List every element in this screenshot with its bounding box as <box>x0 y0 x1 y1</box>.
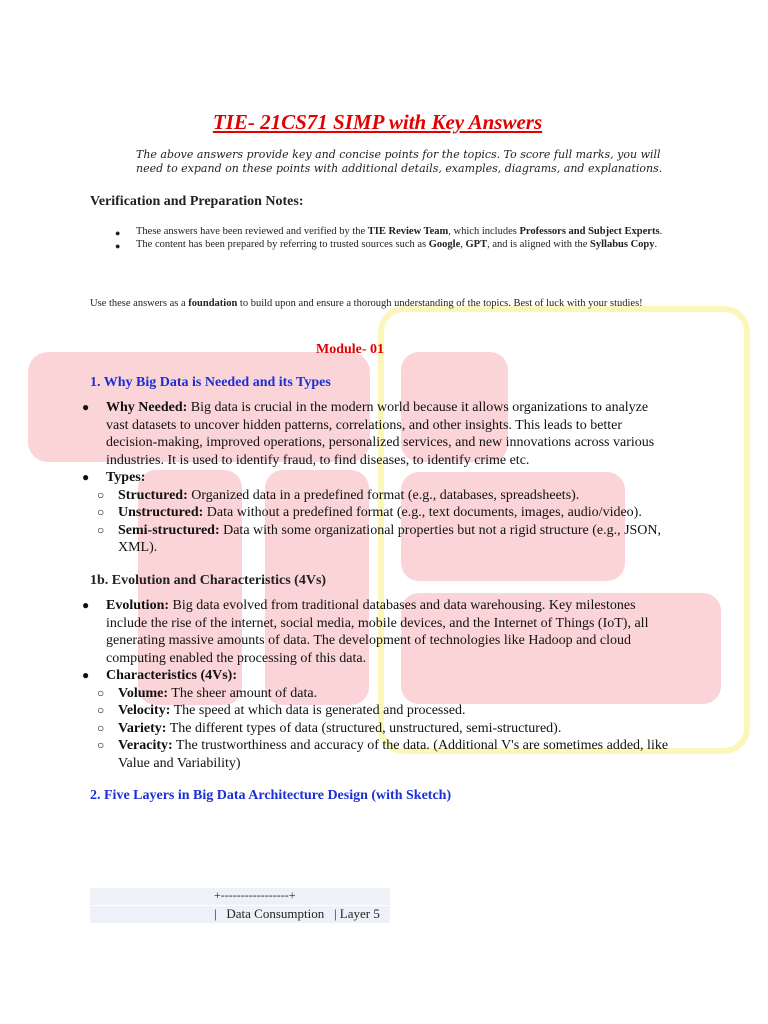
notes-bold: TIE Review Team <box>367 226 449 237</box>
notes-bold: Syllabus Copy <box>590 238 655 250</box>
sub-list <box>97 487 672 557</box>
closing-paragraph <box>90 297 660 310</box>
sub-list <box>97 685 678 773</box>
list-item <box>82 469 672 487</box>
notes-text: The content has been prepared by referring to trusted sources such as <box>136 238 429 250</box>
item-label: Why Needed: <box>106 400 188 415</box>
circle-bullet-icon: ○ <box>97 505 105 519</box>
section-heading: 1. Why Big Data is Needed and its Types <box>90 375 331 390</box>
notes-list <box>115 226 675 251</box>
sub-list-item <box>97 685 678 703</box>
sketch-layer-label: | Data Consumption | Layer 5 <box>214 906 380 921</box>
notes-bold: GPT <box>465 238 488 250</box>
item-text: The trustworthiness and accuracy of the data. (Additional V's are sometimes added, like Value and Variability) <box>118 738 669 771</box>
bullet-icon: ● <box>82 598 90 612</box>
circle-bullet-icon: ○ <box>97 703 105 717</box>
circle-bullet-icon: ○ <box>97 487 105 502</box>
notes-text: . <box>654 238 658 250</box>
item-label: Characteristics (4Vs): <box>106 668 238 683</box>
notes-item <box>115 239 675 252</box>
list-item <box>82 667 678 685</box>
item-text: Organized data in a predefined format (e.g., databases, spreadsheets). <box>187 487 580 503</box>
closing-text: to build upon and ensure a thorough understanding of the topics. Best of luck with your studies! <box>237 298 643 309</box>
circle-bullet-icon: ○ <box>97 685 105 700</box>
notes-text: . <box>659 226 663 237</box>
intro-paragraph: The above answers provide key and concise points for the topics. To score full marks, you will need to expand on these points with additional details, examples, diagrams, and explanations. <box>136 148 663 175</box>
item-label: Semi-structured: <box>118 522 220 538</box>
closing-text: Use these answers as a <box>90 298 189 309</box>
circle-bullet-icon: ○ <box>97 522 105 537</box>
item-label: Evolution: <box>106 598 170 613</box>
notes-bold: Professors and Subject Experts <box>519 226 660 237</box>
list-item <box>82 399 672 469</box>
bullet-icon: ● <box>82 668 90 682</box>
notes-heading: Verification and Preparation Notes: <box>90 194 304 209</box>
circle-bullet-icon: ○ <box>97 720 105 735</box>
section1b-bullets <box>82 597 678 772</box>
notes-text: These answers have been reviewed and verified by the <box>136 226 368 237</box>
item-label: Volume: <box>118 685 169 701</box>
item-text: Big data evolved from traditional databases and data warehousing. Key milestones include the rise of the internet, social media, mobile devices, and the Internet of Things (IoT), all generating massive amounts of data. The development of technologies like Hadoop and cloud computing enabled the processing of this data. <box>106 598 649 666</box>
item-text: The different types of data (structured, unstructured, semi-structured). <box>166 720 562 736</box>
item-text: Big data is crucial in the modern world because it allows organizations to analyze vast datasets to uncover hidden patterns, correlations, and other insights. This leads to better decision-making, improved operations, personalized services, and new innovations across various industries. It is used to identify fraud, to find diseases, to identify crime etc. <box>106 400 655 468</box>
item-text: The speed at which data is generated and processed. <box>170 703 466 718</box>
sketch-row <box>90 906 390 923</box>
item-label: Velocity: <box>118 703 171 718</box>
notes-bold: Google <box>428 238 461 250</box>
notes-text: , which includes <box>448 226 520 237</box>
closing-bold: foundation <box>188 298 238 309</box>
sub-list-item <box>97 720 678 738</box>
item-label: Types: <box>106 470 146 485</box>
sub-list-item <box>97 702 678 720</box>
notes-item <box>115 226 675 239</box>
sub-list-item <box>97 522 672 557</box>
item-text: Data with some organizational properties but not a rigid structure (e.g., JSON, XML). <box>118 522 662 555</box>
notes-text: , and is aligned with the <box>487 238 591 250</box>
module-label: Module- 01 <box>316 342 385 357</box>
sub-list-item <box>97 737 678 772</box>
bullet-icon: ● <box>82 470 90 484</box>
item-label: Structured: <box>118 487 188 503</box>
bullet-icon: ● <box>82 400 90 414</box>
section-heading: 2. Five Layers in Big Data Architecture Design (with Sketch) <box>90 788 452 803</box>
notes-text: , <box>460 238 466 250</box>
sub-list-item <box>97 487 672 505</box>
item-label: Unstructured: <box>118 505 204 520</box>
item-text: Data without a predefined format (e.g., text documents, images, audio/video). <box>203 505 642 520</box>
section-heading: 1b. Evolution and Characteristics (4Vs) <box>90 573 327 588</box>
document-title: TIE- 21CS71 SIMP with Key Answers <box>212 110 543 134</box>
bullet-icon: ● <box>115 240 121 251</box>
item-label: Veracity: <box>118 738 173 753</box>
item-label: Variety: <box>118 720 167 736</box>
sub-list-item <box>97 504 672 522</box>
circle-bullet-icon: ○ <box>97 738 105 752</box>
bullet-icon: ● <box>115 228 121 238</box>
item-text: The sheer amount of data. <box>168 685 318 701</box>
list-item <box>82 597 678 667</box>
sketch-border: +-----------------+ <box>214 888 296 902</box>
sketch-row <box>90 888 390 905</box>
section1-bullets <box>82 399 672 557</box>
